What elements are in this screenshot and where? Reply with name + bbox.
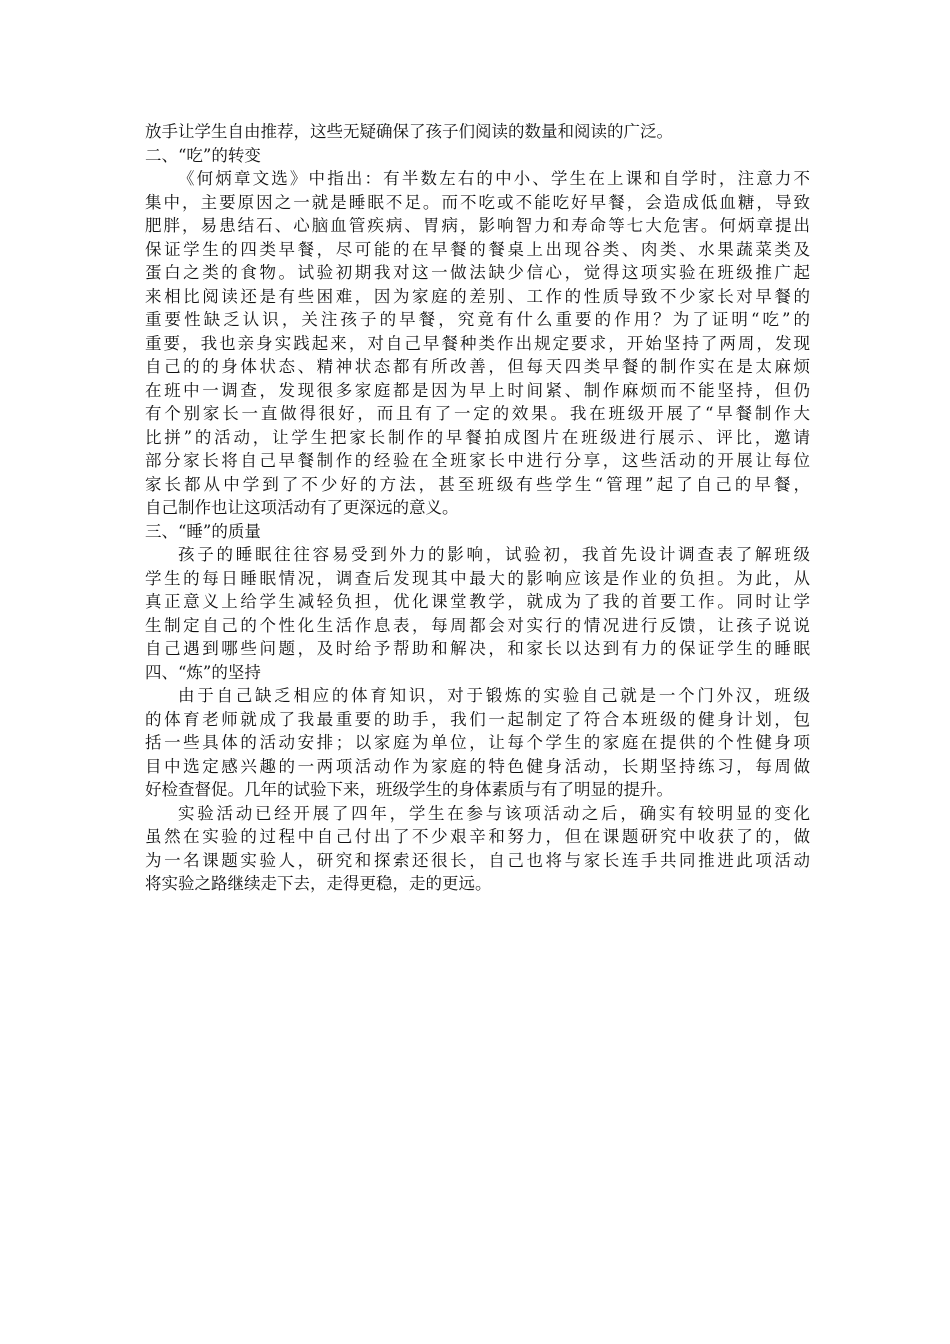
paragraph-line: 将实验之路继续走下去，走得更稳，走的更远。	[145, 874, 492, 893]
paragraph-line: 的体育老师就成了我最重要的助手，我们一起制定了符合本班级的健身计划，包	[145, 709, 810, 729]
paragraph-line: 蛋白之类的食物。试验初期我对这一做法缺少信心，觉得这项实验在班级推广起	[145, 263, 810, 282]
paragraph-line: 比拼”的活动，让学生把家长制作的早餐拍成图片在班级进行展示、评比，邀请	[145, 427, 810, 447]
paragraph-line: 重要性缺乏认识，关注孩子的早餐，究竟有什么重要的作用？为了证明“吃”的	[145, 310, 810, 329]
paragraph-line: 在班中一调查，发现很多家庭都是因为早上时间紧、制作麻烦而不能坚持，但仍	[145, 380, 810, 400]
paragraph-line: 孩子的睡眠往往容易受到外力的影响，试验初，我首先设计调查表了解班级	[178, 545, 810, 564]
paragraph-line: 自己制作也让这项活动有了更深远的意义。	[145, 498, 459, 517]
paragraph-line: 家长都从中学到了不少好的方法，甚至班级有些学生“管理”起了自己的早餐，	[145, 474, 810, 494]
paragraph-line: 《何炳章文选》中指出：有半数左右的中小、学生在上课和自学时，注意力不	[178, 169, 810, 188]
paragraph-line: 部分家长将自己早餐制作的经验在全班家长中进行分享，这些活动的开展让每位	[145, 451, 810, 470]
paragraph-line: 放手让学生自由推荐，这些无疑确保了孩子们阅读的数量和阅读的广泛。	[145, 122, 673, 141]
section-heading-chi: 二、“吃”的转变	[145, 145, 261, 165]
paragraph-line: 括一些具体的活动安排；以家庭为单位，让每个学生的家庭在提供的个性健身项	[145, 733, 810, 752]
paragraph-line: 由于自己缺乏相应的体育知识，对于锻炼的实验自己就是一个门外汉，班级	[178, 686, 810, 705]
paragraph-line: 集中，主要原因之一就是睡眠不足。而不吃或不能吃好早餐，会造成低血糖，导致	[145, 192, 810, 212]
paragraph-line: 为一名课题实验人，研究和探索还很长，自己也将与家长连手共同推进此项活动	[145, 850, 810, 870]
paragraph-line: 有个别家长一直做得很好，而且有了一定的效果。我在班级开展了“早餐制作大	[145, 404, 810, 423]
paragraph-line: 真正意义上给学生减轻负担，优化课堂教学，就成为了我的首要工作。同时让学	[145, 592, 810, 611]
paragraph-line: 好检查督促。几年的试验下来，班级学生的身体素质与有了明显的提升。	[145, 780, 673, 799]
paragraph-line: 保证学生的四类早餐，尽可能的在早餐的餐桌上出现谷类、肉类、水果蔬菜类及	[145, 239, 810, 259]
body-text	[145, 120, 810, 896]
paragraph-line: 自己遇到哪些问题，及时给予帮助和解决，和家长以达到有力的保证学生的睡眠	[145, 639, 810, 658]
paragraph-line: 重要，我也亲身实践起来，对自己早餐种类作出规定要求，开始坚持了两周，发现	[145, 333, 810, 353]
paragraph-line: 自己的的身体状态、精神状态都有所改善，但每天四类早餐的制作实在是太麻烦	[145, 357, 810, 376]
paragraph-line: 虽然在实验的过程中自己付出了不少艰辛和努力，但在课题研究中收获了的，做	[145, 827, 810, 846]
section-heading-shui: 三、“睡”的质量	[145, 521, 261, 541]
paragraph-line: 肥胖，易患结石、心脑血管疾病、胃病，影响智力和寿命等七大危害。何炳章提出	[145, 216, 810, 235]
paragraph-line: 生制定自己的个性化生活作息表，每周都会对实行的情况进行反馈，让孩子说说	[145, 615, 810, 635]
paragraph-line: 目中选定感兴趣的一两项活动作为家庭的特色健身活动，长期坚持练习，每周做	[145, 756, 810, 776]
paragraph-line: 实验活动已经开展了四年，学生在参与该项活动之后，确实有较明显的变化	[178, 803, 810, 823]
paragraph-line: 学生的每日睡眠情况，调查后发现其中最大的影响应该是作业的负担。为此，从	[145, 568, 810, 588]
paragraph-line: 来相比阅读还是有些困难，因为家庭的差别、工作的性质导致不少家长对早餐的	[145, 286, 810, 306]
section-heading-lian: 四、“炼”的坚持	[145, 662, 261, 682]
